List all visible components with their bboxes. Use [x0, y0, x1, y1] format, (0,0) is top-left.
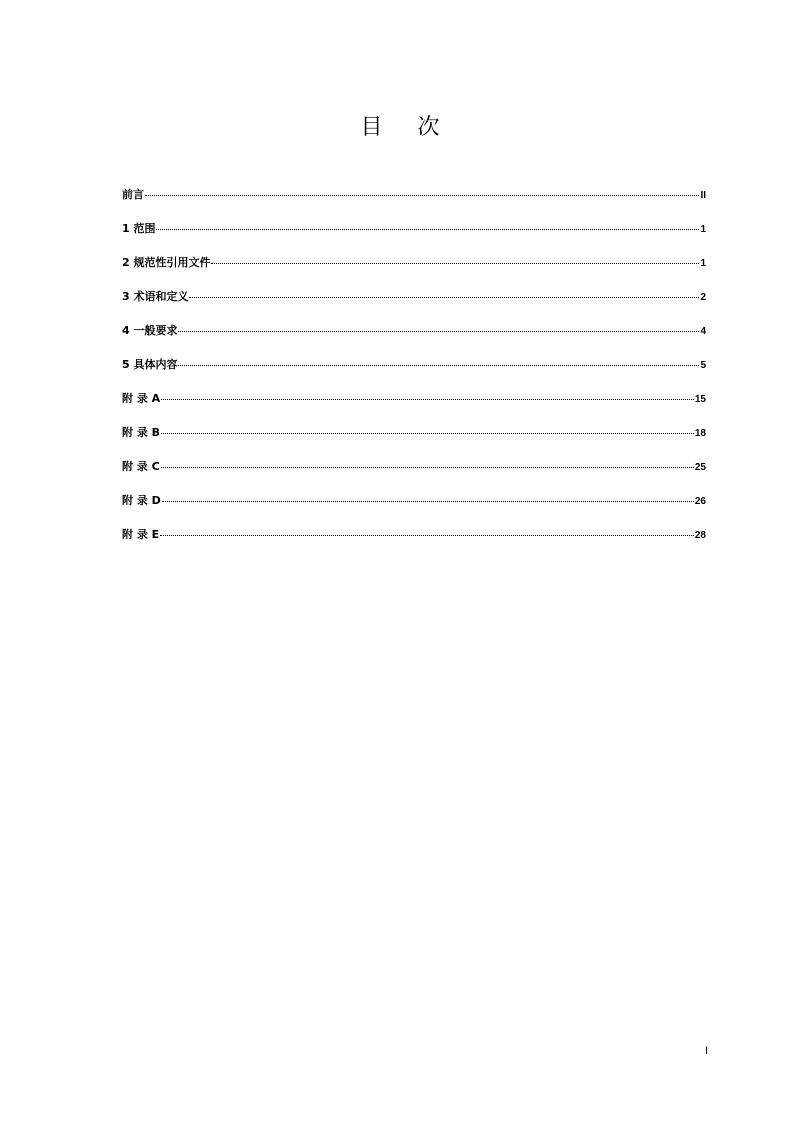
toc-entry-page: 5	[700, 360, 706, 371]
toc-entry-page: 26	[694, 496, 706, 507]
toc-dot-leader	[145, 195, 699, 196]
toc-entry-page: 1	[700, 258, 706, 269]
toc-entry-label: 4 一般要求	[122, 324, 178, 337]
toc-entry-label: 附 录 C	[122, 460, 160, 473]
toc-entry-appendix-e[interactable]	[122, 526, 706, 560]
toc-dot-leader	[178, 365, 699, 366]
toc-entry-label: 3 术语和定义	[122, 290, 189, 303]
toc-entry-page: 15	[694, 394, 706, 405]
toc-dot-leader	[161, 433, 694, 434]
toc-entry-page: II	[700, 190, 706, 201]
toc-entry-appendix-c[interactable]	[122, 458, 706, 492]
toc-entry-page: 18	[694, 428, 706, 439]
toc-dot-leader	[211, 263, 699, 264]
toc-entry-label: 5 具体内容	[122, 358, 178, 371]
toc-dot-leader	[156, 229, 699, 230]
toc-entry-general-requirements[interactable]	[122, 322, 706, 356]
table-of-contents	[122, 186, 706, 560]
toc-entry-normative-references[interactable]	[122, 254, 706, 288]
toc-entry-page: 2	[700, 292, 706, 303]
toc-entry-appendix-a[interactable]	[122, 390, 706, 424]
toc-entry-label: 2 规范性引用文件	[122, 256, 211, 269]
toc-entry-label: 附 录 E	[122, 528, 160, 541]
toc-entry-label: 附 录 B	[122, 426, 161, 439]
toc-entry-page: 28	[694, 530, 706, 541]
toc-dot-leader	[189, 297, 699, 298]
page-title: 目 次	[360, 115, 454, 140]
toc-entry-label: 附 录 D	[122, 494, 161, 507]
page-number: I	[704, 1045, 708, 1057]
toc-entry-label: 附 录 A	[122, 392, 161, 405]
toc-dot-leader	[161, 399, 694, 400]
toc-entry-page: 4	[700, 326, 706, 337]
toc-entry-page: 1	[700, 224, 706, 235]
toc-entry-page: 25	[694, 462, 706, 473]
toc-dot-leader	[160, 535, 694, 536]
toc-entry-specific-content[interactable]	[122, 356, 706, 390]
toc-entry-foreword[interactable]	[122, 186, 706, 220]
toc-dot-leader	[161, 467, 694, 468]
toc-dot-leader	[162, 501, 694, 502]
toc-dot-leader	[178, 331, 699, 332]
toc-entry-scope[interactable]	[122, 220, 706, 254]
toc-entry-label: 1 范围	[122, 222, 156, 235]
toc-entry-terms-definitions[interactable]	[122, 288, 706, 322]
toc-entry-appendix-d[interactable]	[122, 492, 706, 526]
toc-entry-label: 前言	[122, 188, 144, 201]
toc-entry-appendix-b[interactable]	[122, 424, 706, 458]
